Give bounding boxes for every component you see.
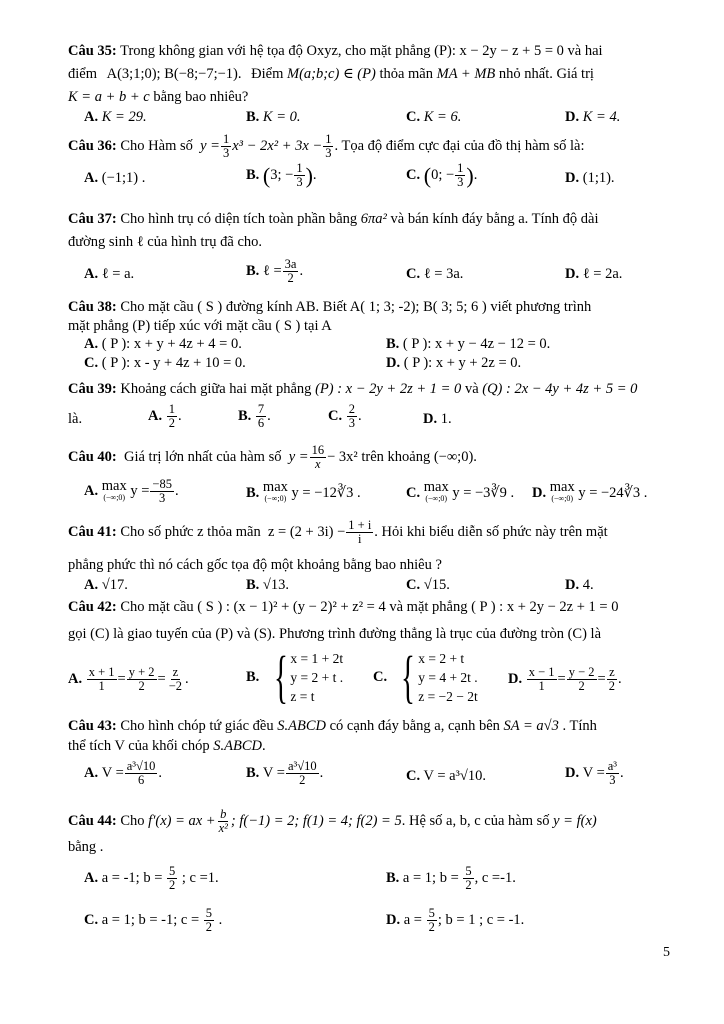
q36-text2: . Tọa độ điểm cực đại của đồ thị hàm số là: bbox=[334, 137, 585, 154]
question-44 bbox=[68, 806, 688, 943]
q40-option-d[interactable]: D. max (−∞;0) y = −24∛3 . bbox=[532, 479, 648, 503]
q36-option-b[interactable]: B. ( 3; − $\frac{1}{3}$ ) . bbox=[246, 161, 317, 189]
question-41 bbox=[68, 516, 688, 599]
q40-interval: (−∞;0). bbox=[433, 448, 477, 465]
q35-text7: bằng bao nhiêu? bbox=[153, 89, 249, 105]
q39-option-c[interactable]: C. $\frac{2}{3}$ . bbox=[328, 402, 362, 430]
question-40: Câu 40: Giá trị lớn nhất của hàm số y = $\frac{16}{x}$ − 3x² trên khoảng (−∞;0). A. max (−∞;0) y = $\frac{-85}{3}$ . B. max (−∞;0) y = −12∛3 . C. max (−∞;0) y = −3∛9 . D. max (−∞;0) y = −24∛3 . bbox=[68, 440, 688, 514]
q43-sa: SA = a√3 bbox=[503, 718, 559, 734]
q43-label: Câu 43: bbox=[68, 718, 117, 734]
q41-text1: Cho số phức z thỏa mãn bbox=[120, 523, 261, 540]
q38-label: Câu 38: bbox=[68, 299, 117, 315]
q41-z: z = (2 + 3i) − bbox=[267, 523, 346, 540]
q35-option-c[interactable]: C. K = 6. bbox=[406, 109, 462, 125]
q38-option-c[interactable]: C. ( P ): x - y + 4z + 10 = 0. bbox=[84, 355, 246, 371]
q38-option-b[interactable]: B. ( P ): x + y − 4z − 12 = 0. bbox=[386, 336, 551, 352]
q40-option-b[interactable]: B. max (−∞;0) y = −12∛3 . bbox=[246, 479, 361, 503]
q39-option-b[interactable]: B. $\frac{7}{6}$ . bbox=[238, 402, 271, 430]
q36-options bbox=[68, 160, 688, 200]
q35-m: M(a;b;c) ∈ (P) bbox=[286, 66, 376, 82]
q42-option-a[interactable]: A. $\frac{x + 1}{1}$ = $\frac{y + 2}{2}$ = $\frac{z}{-2}$ . bbox=[68, 665, 189, 693]
q44-option-a[interactable]: A. a = -1; b = $\frac{5}{2}$ ; c =1. bbox=[84, 864, 219, 892]
q39-option-d[interactable]: D. 1. bbox=[423, 411, 452, 427]
question-37 bbox=[68, 208, 688, 294]
q41-label: Câu 41: bbox=[68, 523, 117, 540]
q41-option-c[interactable]: C. √15. bbox=[406, 577, 450, 593]
q41-text3: phẳng phức thì nó cách gốc tọa độ một khoảng bằng bao nhiêu ? bbox=[68, 557, 442, 573]
q36-expr: x³ − 2x² + 3x − bbox=[232, 137, 323, 154]
q38-options-cd bbox=[68, 355, 688, 374]
q36-option-d[interactable]: D. (1;1). bbox=[565, 170, 615, 186]
q43-text4: thể tích V của khối chóp bbox=[68, 738, 210, 754]
q37-label: Câu 37: bbox=[68, 211, 117, 227]
q35-option-d[interactable]: D. K = 4. bbox=[565, 109, 621, 125]
q40-options bbox=[68, 474, 688, 514]
q41-text2: . Hỏi khi biểu diễn số phức này trên mặt bbox=[374, 523, 608, 540]
q35-text2: và hai bbox=[567, 43, 603, 59]
q40-option-a[interactable]: A. max (−∞;0) y = $\frac{-85}{3}$ . bbox=[84, 477, 179, 505]
q39-text2: là. bbox=[68, 411, 83, 427]
q39-and: và bbox=[464, 381, 479, 397]
q43-text2: có cạnh đáy bằng a, cạnh bên bbox=[329, 718, 500, 734]
q44-frac: $\frac{b}{\text{x²}}$ bbox=[218, 806, 228, 835]
q39-text1: Khoảng cách giữa hai mặt phẳng bbox=[120, 381, 312, 397]
q35-text3: điểm bbox=[68, 66, 97, 82]
question-38 bbox=[68, 298, 688, 374]
q35-plane: (P): x − 2y − z + 5 = 0 bbox=[434, 43, 564, 59]
q35-k: K = a + b + c bbox=[68, 89, 150, 105]
q42-sphere: ( S ) : (x − 1)² + (y − 2)² + z² = 4 bbox=[197, 599, 386, 615]
q41-frac: $\frac{1 + i}{i}$ bbox=[348, 517, 372, 546]
q35-text4: Điểm bbox=[251, 66, 284, 82]
q35-option-b[interactable]: B. K = 0. bbox=[246, 109, 301, 125]
q42-option-d[interactable]: D. $\frac{x - 1}{1}$ = $\frac{y - 2}{2}$ = $\frac{z}{2}$ . bbox=[508, 665, 622, 693]
q37-text1: Cho hình trụ có diện tích toàn phần bằng bbox=[120, 211, 358, 227]
q43-option-b[interactable]: B. V = $\frac{\text{a³√10}}{2}$ . bbox=[246, 759, 324, 787]
q43-option-d[interactable]: D. V = $\frac{\text{a³}}{3}$ . bbox=[565, 759, 624, 787]
q44-option-b[interactable]: B. a = 1; b = $\frac{5}{2}$ , c =-1. bbox=[386, 864, 516, 892]
q42-plane: x + 2y − 2z + 1 = 0 bbox=[506, 599, 619, 615]
q37-text2: và bán kính đáy bằng a. Tính độ dài bbox=[390, 211, 599, 227]
q39-label: Câu 39: bbox=[68, 381, 117, 397]
q36-frac2: $\frac{1}{3}$ bbox=[325, 131, 332, 160]
q39-options bbox=[68, 401, 698, 441]
q44-text1: Cho bbox=[120, 812, 145, 829]
q39-q: (Q) : 2x − 4y + 4z + 5 = 0 bbox=[482, 381, 638, 397]
question-39 bbox=[68, 378, 698, 441]
page-number: 5 bbox=[663, 945, 670, 960]
q39-p: (P) : x − 2y + 2z + 1 = 0 bbox=[315, 381, 462, 397]
q35-text5: thỏa mãn bbox=[379, 66, 433, 82]
q37-text3: đường sinh ℓ của hình trụ đã cho. bbox=[68, 234, 263, 250]
q36-frac1: $\frac{1}{3}$ bbox=[222, 131, 230, 160]
q36-option-a[interactable]: A. (−1;1) . bbox=[84, 170, 146, 186]
q41-option-a[interactable]: A. √17. bbox=[84, 577, 128, 593]
q43-text1: Cho hình chóp tứ giác đều bbox=[120, 718, 274, 734]
q39-option-a[interactable]: A. $\frac{1}{2}$ . bbox=[148, 402, 182, 430]
q42-option-c[interactable]: C. { x = 2 + t y = 4 + 2t . z = −2 − 2t bbox=[373, 644, 478, 709]
q44-f2: ; f(−1) = 2; f(1) = 4; f(2) = 5 bbox=[230, 812, 402, 829]
q42-option-b[interactable]: B. { x = 1 + 2t y = 2 + t . z = t bbox=[246, 644, 344, 709]
q38-option-d[interactable]: D. ( P ): x + y + 2z = 0. bbox=[386, 355, 522, 371]
q38-text1: Cho mặt cầu ( S ) đường kính AB. Biết A( 1; 3; -2); B( 3; 5; 6 ) viết phương trình bbox=[120, 299, 592, 315]
q43-option-c[interactable]: C. V = a³√10. bbox=[406, 768, 486, 784]
q35-points: A(3;1;0); B(−8;−7;−1). bbox=[106, 66, 242, 82]
q43-pyramid: S.ABCD bbox=[277, 718, 326, 734]
q35-text6: nhỏ nhất. Giá trị bbox=[498, 66, 594, 82]
q41-option-b[interactable]: B. √13. bbox=[246, 577, 290, 593]
q35-text: Trong không gian với hệ tọa độ Oxyz, cho mặt phẳng bbox=[120, 43, 431, 59]
q36-label: Câu 36: bbox=[68, 137, 117, 154]
q38-options-ab bbox=[68, 336, 688, 355]
q40-option-c[interactable]: C. max (−∞;0) y = −3∛9 . bbox=[406, 479, 515, 503]
q37-option-b[interactable]: B. ℓ = $\frac{3a}{2}$ . bbox=[246, 257, 304, 285]
q44-options-cd bbox=[68, 901, 688, 943]
q44-f1: f′(x) = ax + bbox=[148, 812, 216, 829]
q43-option-a[interactable]: A. V = $\frac{\text{a³√10}}{6}$ . bbox=[84, 759, 163, 787]
q37-option-a[interactable]: A. ℓ = a. bbox=[84, 266, 135, 282]
q38-text2: mặt phẳng (P) tiếp xúc với mặt cầu ( S ) tại A bbox=[68, 318, 332, 334]
question-43: Câu 43: Cho hình chóp tứ giác đều S.ABCD có cạnh đáy bằng a, cạnh bên SA = a√3 . Tính thể tích V của khối chóp S.ABCD. A. V = $\frac{\text{a³√10}}{6}$ . B. V = $\frac{\text{a³√10}}{2}$ . C. V = a³√10. D. V = $\frac{\text{a³}}{3}$ . bbox=[68, 716, 688, 800]
q35-options bbox=[68, 109, 688, 133]
question-42 bbox=[68, 596, 688, 710]
q36-text1: Cho Hàm số bbox=[120, 137, 193, 154]
q40-frac: $\frac{16}{x}$ bbox=[311, 442, 325, 471]
q40-text1: Giá trị lớn nhất của hàm số bbox=[124, 448, 282, 465]
q40-text2: trên khoảng bbox=[361, 448, 431, 465]
question-35 bbox=[68, 40, 688, 133]
q42-text1: Cho mặt cầu bbox=[120, 599, 194, 615]
q36-option-c[interactable]: C. ( 0; − $\frac{1}{3}$ ) . bbox=[406, 161, 478, 189]
q35-ma: MA + MB bbox=[436, 66, 496, 82]
q44-text3: bằng . bbox=[68, 839, 104, 855]
q36-y: y = bbox=[200, 137, 220, 154]
q44-options-ab bbox=[68, 859, 688, 901]
q37-option-c[interactable]: C. ℓ = 3a. bbox=[406, 266, 464, 282]
q37-option-d[interactable]: D. ℓ = 2a. bbox=[565, 266, 623, 282]
q42-options bbox=[68, 646, 688, 710]
q44-option-c[interactable]: C. a = 1; b = -1; c = $\frac{5}{2}$ . bbox=[84, 906, 223, 934]
q42-label: Câu 42: bbox=[68, 599, 117, 615]
q35-option-a[interactable]: A. K = 29. bbox=[84, 109, 147, 125]
q37-options bbox=[68, 254, 688, 294]
q38-option-a[interactable]: A. ( P ): x + y + 4z + 4 = 0. bbox=[84, 336, 242, 352]
q37-area: 6πa² bbox=[360, 211, 387, 227]
q41-option-d[interactable]: D. 4. bbox=[565, 577, 594, 593]
question-36 bbox=[68, 132, 688, 200]
q44-label: Câu 44: bbox=[68, 812, 117, 829]
q35-label: Câu 35: bbox=[68, 43, 117, 59]
q40-label: Câu 40: bbox=[68, 448, 117, 465]
q43-text3: . Tính bbox=[562, 718, 597, 734]
q44-text2: . Hệ số a, b, c của hàm số bbox=[401, 812, 550, 829]
q44-y: y = f(x) bbox=[553, 812, 597, 829]
q44-option-d[interactable]: D. a = $\frac{5}{2}$ ; b = 1 ; c = -1. bbox=[386, 906, 525, 934]
q42-text2: và mặt phẳng ( P ) : bbox=[389, 599, 504, 615]
q43-options bbox=[68, 756, 688, 800]
q42-text3: gọi (C) là giao tuyến của (P) và (S). Phương trình đường thẳng là trục của đường tròn (C) là bbox=[68, 626, 602, 642]
